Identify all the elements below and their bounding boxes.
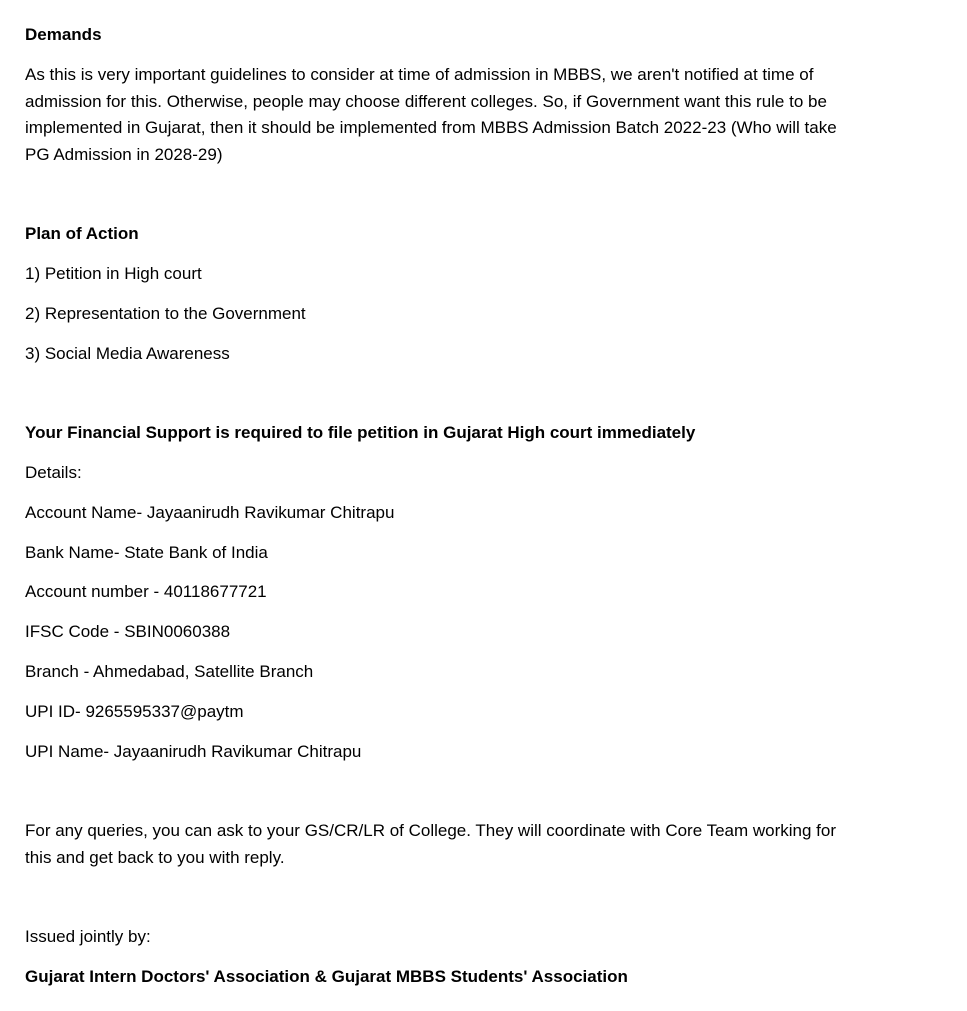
demands-paragraph: [25, 62, 925, 168]
demands-line: implemented in Gujarat, then it should be implemented from MBBS Admission Batch 2022-23 (Who will take: [25, 118, 837, 137]
support-heading: Your Financial Support is required to file petition in Gujarat High court immediately: [25, 423, 696, 442]
account-number: Account number - 40118677721: [25, 582, 267, 601]
demands-line: As this is very important guidelines to consider at time of admission in MBBS, we aren't notified at time of: [25, 65, 814, 84]
ifsc-code: IFSC Code - SBIN0060388: [25, 622, 231, 641]
issued-label: Issued jointly by:: [25, 927, 151, 946]
plan-item: 1) Petition in High court: [25, 264, 202, 283]
plan-item: 3) Social Media Awareness: [25, 344, 230, 363]
branch: Branch - Ahmedabad, Satellite Branch: [25, 662, 314, 681]
queries-line: For any queries, you can ask to your GS/CR/LR of College. They will coordinate with Core Team working for: [25, 821, 837, 840]
demands-line: PG Admission in 2028-29): [25, 144, 223, 164]
demands-line: admission for this. Otherwise, people may choose different colleges. So, if Government want this rule to be: [25, 91, 827, 111]
bank-name: Bank Name- State Bank of India: [25, 543, 268, 562]
upi-id: UPI ID- 9265595337@paytm: [25, 702, 244, 721]
plan-heading: Plan of Action: [25, 224, 139, 243]
queries-line: this and get back to you with reply.: [25, 847, 285, 867]
details-label: Details:: [25, 463, 82, 482]
issued-by: Gujarat Intern Doctors' Association & Gujarat MBBS Students' Association: [25, 967, 628, 986]
demands-heading: Demands: [25, 25, 102, 44]
queries-paragraph: [25, 818, 925, 871]
upi-name: UPI Name- Jayaanirudh Ravikumar Chitrapu: [25, 742, 362, 761]
plan-item: 2) Representation to the Government: [25, 304, 306, 323]
account-name: Account Name- Jayaanirudh Ravikumar Chitrapu: [25, 503, 395, 522]
